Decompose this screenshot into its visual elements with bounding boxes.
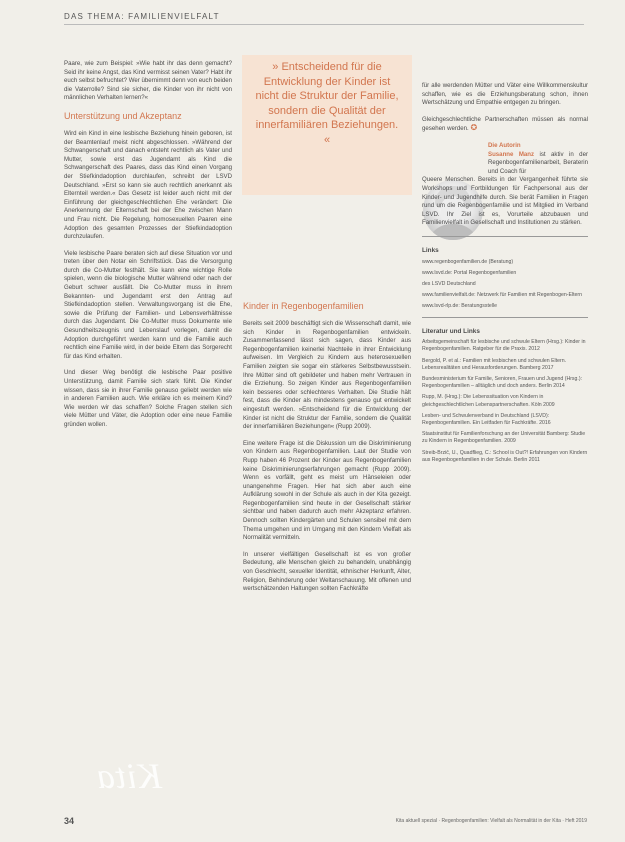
author-bio: Queere Menschen. Bereits in der Vergangenheit führte sie Workshops und Fortbildungen für Fachpersonal aus der Kinder- und Jugendhilfe durch. Sie berät Familien in Fragen rund um die Regenbogenfamilie und ist Mitglied im Verband LSVD. Ihr Ziel ist es, Vorurteile abzubauen und Familienvielfalt in Gesellschaft und Institutionen zu stärken. [422, 176, 588, 227]
author-label: Die Autorin [488, 141, 521, 149]
column-2-paragraph: Eine weitere Frage ist die Diskussion um die Diskriminierung von Kindern aus Regenbogenfamilien. Laut der Studie von Rupp haben 46 Prozent der Kinder aus Regenbogenfamilien keine Diskriminierungserfahrungen gemacht (Rupp 2009). Wenn es vorfällt, geht es meist um Hänseleien oder unangenehme Fragen. Hier hat sich aber auch eine Aufklärung sowohl in der Schule als auch in der Kita gezeigt. Regenbogenfamilien sind heute in der Gesellschaft stärker sichtbar und haben dadurch auch mehr Akzeptanz erfahren. Dennoch sollten Kindergärten und Schulen sensibel mit dem Thema umgehen und im Umgang mit den Kindern Vielfalt als Normalität vermitteln. [243, 439, 411, 542]
literature-item: Lesben- und Schwulenverband in Deutschland (LSVD): Regenbogenfamilien. Ein Leitfaden für Fachkräfte. 2016 [422, 412, 551, 426]
column-1-paragraph: Wird ein Kind in eine lesbische Beziehung hinein geboren, ist der Beamtenlauf meist nicht abgeschlossen. »Während der Schwangerschaft und danach entsteht rechtlich als Vater und Mutter, sowie erst das Jugendamt als Kind die Schwangerschaft des Paares, dass das Kind einen Vorgang der Stiefkindadoption durchlaufen, schreibt der LSVD Deutschland. »Erst so kann sie auch rechtlich anerkannt als Elternteil werden.« Das Gesetz ist leider auch nicht mit der Einführung der gleichgeschlechtlichen Ehe verändert: Die Anerkennung der Elternschaft bei der Ehe zwischen Mann und Frau nicht. Die Regelung, homosexuellen Paaren eine Adoption des gesamten Prozesses der Stiefkindadoption durchzulaufen. [64, 129, 232, 241]
column-2-paragraph: In unserer vielfältigen Gesellschaft ist es von großer Bedeutung, alle Menschen gleich zu behandeln, unabhängig von Geschlecht, sexueller Identität, ethnischer Herkunft, Alter, Religion, Behinderung oder Weltanschauung. Mit offenen und wertschätzenden Haltungen sollten Fachkräfte [243, 550, 411, 593]
links-divider [422, 236, 588, 237]
literature-list [422, 339, 588, 464]
quote-close-mark: « [323, 133, 331, 146]
literature-divider [422, 317, 588, 318]
link-item[interactable]: des LSVD Deutschland [422, 280, 476, 287]
literature-item: Rupp, M. (Hrsg.): Die Lebenssituation von Kindern in gleichgeschlechtlichen Lebenspartnerschaften. Köln 2009 [422, 394, 555, 408]
literature-item: Bundesministerium für Familie, Senioren, Frauen und Jugend (Hrsg.): Regenbogenfamilien – alltäglich und doch anders. Berlin 2014 [422, 375, 583, 390]
author-name: Susanne Manz [488, 150, 535, 158]
column-1 [64, 60, 232, 438]
literature-heading: Literatur und Links [422, 327, 480, 335]
links-list [422, 259, 588, 311]
pull-quote [252, 60, 402, 147]
column-3-closing [422, 116, 588, 134]
watermark-logo: Kita [96, 756, 163, 796]
heading-support: Unterstützung und Akzeptanz [64, 110, 182, 121]
column-2-paragraph: Bereits seit 2009 beschäftigt sich die Wissenschaft damit, wie sich Kinder in Regenbogenfamilien entwickeln. Zusammenfassend lässt sich sagen, dass Kinder aus Regenbogenfamilien keinerlei Nachteile in ihrer Entwicklung aufweisen. Im Vergleich zu Kindern aus heterosexuellen Familien zeigten sie sogar ein stärkeres Selbstbewusstsein. Ihre Mütter sind oft gebildeter und haben mehr Vertrauen in die Erziehung. So zeigen Kinder aus Regenbogenfamilien kein besseres oder schlechteres Verhalten. Die Studie hält fest, dass die Kinder als mindestens genauso gut entwickelt eingestuft werden. »Entscheidend für die Entwicklung der Kinder ist nicht die Struktur der Familie, sondern die Qualität der innerfamiliären Beziehungen« (Rupp 2009). [243, 320, 411, 431]
closing-text: Gleichgeschlechtliche Partnerschaften müssen als normal gesehen werden. [422, 115, 588, 133]
section-header: DAS THEMA: FAMILIENVIELFALT [64, 12, 220, 21]
column-1-intro: Paare, wie zum Beispiel: »Wie habt ihr das denn gemacht? Seid ihr keine Angst, das Kind vermisst seinen Vater? Habt ihr euch selbst befruchtet? Wer übernimmt denn von euch beiden die Vaterrolle? Sind sie sicher, die Kinder von ihr nicht von männlichen Verhalten lernen?« [64, 60, 232, 102]
links-heading: Links [422, 246, 439, 254]
link-item[interactable]: www.lsvd.de: Portal Regenbogenfamilien [422, 269, 517, 276]
quote-text: Entscheidend für die Entwicklung der Kinder ist nicht die Struktur der Familie, sondern die Qualität der innerfamiliären Beziehungen. [255, 61, 399, 131]
column-3-intro: für alle werdenden Mütter und Väter eine Willkommenskultur schaffen, wie es die Erziehungsberatung schon, ihnen Wertschätzung und Empathie entgegen zu bringen. [422, 82, 588, 107]
literature-item: Staatsinstitut für Familienforschung an der Universität Bamberg: Studie zu Kindern in Regenbogenfamilien. 2009 [422, 431, 586, 445]
quote-open-mark: » [272, 61, 279, 73]
literature-item: Bergold, P. et al.: Familien mit lesbischen und schwulen Eltern. Lebensrealitäten und Herausforderungen. Bamberg 2017 [422, 357, 567, 371]
page-number: 34 [64, 816, 75, 826]
header-divider [64, 24, 584, 25]
author-bio-first: ist aktiv in der Regenbogenfamilienarbeit, Beraterin und Coach für [488, 150, 588, 175]
link-item[interactable]: www.lsvd-rlp.de: Beratungsstelle [422, 303, 497, 310]
literature-item: Streib-Brzič, U., Quadflieg, C.: School is Out?! Erfahrungen von Kindern aus Regenbogenfamilien in der Schule. Berlin 2011 [422, 449, 588, 463]
column-1-paragraph: Viele lesbische Paare beraten sich auf diese Situation vor und treten über den Notar ein Schriftstück. Das die Versorgung durch die Co-Mutter festhält. Sie kann eine wichtige Rolle spielen, wenn die biologische Mutter während oder nach der Geburt schwer ausfällt. Die Co-Mutter muss in ihrem Bekannten- und Jugendamt erst den Antrag auf Stiefkindadoption stellen. Verwaltungsvorgang ist die Ehe, sowie die Prüfung der Familien- und Lebensverhältnisse durch das Jugendamt. Die Co-Mutter muss Dokumente wie Gesundheitszeugnis und Lebenslauf vorlegen, damit die Adoption durchgeführt werden kann und die Familie auch rechtlich eine Familie wird, in der beide Eltern das Sorgerecht für das Kind erhalten. [64, 249, 232, 360]
link-item[interactable]: www.regenbogenfamilien.de (Beratung) [422, 258, 514, 265]
author-box [488, 142, 588, 176]
column-2 [243, 293, 411, 602]
literature-item: Arbeitsgemeinschaft für lesbische und schwule Eltern (Hrsg.): Kinder in Regenbogenfamilien. Ratgeber für die Praxis. 2012 [422, 339, 586, 353]
footer-citation: Kita aktuell spezial · Regenbogenfamilien: Vielfalt als Normalität in der Kita · Heft 2019 [395, 818, 587, 824]
heading-children: Kinder in Regenbogenfamilien [243, 301, 364, 311]
column-3 [422, 82, 588, 468]
end-mark-icon: ✪ [470, 123, 478, 133]
link-item[interactable]: www.familienvielfalt.de: Netzwerk für Familien mit Regenbogen-Eltern [422, 292, 583, 299]
column-1-paragraph: Und dieser Weg benötigt die lesbische Paar positive Unterstützung, damit Familie sich stark fühlt. Die Kinder wissen, dass sie in ihrer Familie genauso geliebt werden wie in anderen Familien auch. Wie erkläre ich es meinem Kind? Wie werden wir das schaffen? Solche Fragen stellen sich viele Mütter und Väter, die Adoption oder eine neue Familie gründen wollen. [64, 369, 232, 428]
